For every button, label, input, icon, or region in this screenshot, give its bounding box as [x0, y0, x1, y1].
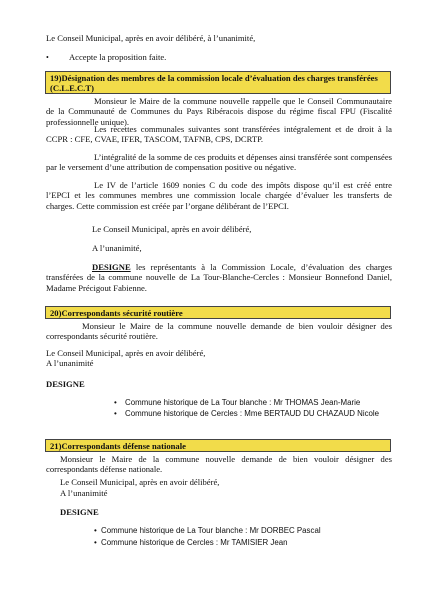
bullet-icon: •: [46, 53, 49, 62]
section-19-paragraph-4: Le IV de l’article 1609 nonies C du code des impôts dispose qu’il est créé entre l’EPCI et les communes membres une commission locale chargée d’évaluer les transferts de charges. Cette commission est créée par l’organe délibérant de l’EPCI.: [46, 180, 392, 211]
accepte-text: Accepte la proposition faite.: [68, 52, 167, 62]
section-19-paragraph-2: Les recettes communales suivantes sont transférées intégralement et de droit à la CCPR : CFE, CVAE, IFER, TASCOM, TAFNB, CPS, DCRTP.: [46, 124, 392, 145]
section-21-heading: 21)Correspondants défense nationale: [45, 439, 391, 452]
intro-conseil-line: Le Conseil Municipal, après en avoir délibéré, à l’unanimité,: [46, 33, 256, 43]
section-21-paragraph-1: Monsieur le Maire de la commune nouvelle demande de bien vouloir désigner des correspondants défense nationale.: [46, 454, 392, 475]
item-text: Commune historique de La Tour blanche : Mr DORBEC Pascal: [101, 526, 321, 535]
designe-label: DESIGNE: [92, 262, 131, 272]
item-text: Commune historique de La Tour blanche : Mr THOMAS Jean-Marie: [125, 398, 361, 407]
intro-accepte-item: [46, 52, 166, 63]
designe-text: les représentants à la Commission Locale, d’évaluation des charges transférées de la commune nouvelle de La Tour-Blanche-Cercles : Monsieur Bonnefond Daniel, Madame Précigout Fabienne.: [46, 262, 392, 293]
section-19-paragraph-3: L’intégralité de la somme de ces produits et dépenses ainsi transférée sont compensées par le versement d’une attribution de compensation positive ou négative.: [46, 152, 392, 173]
section-21-item-1: [94, 526, 321, 536]
section-20-heading: 20)Correspondants sécurité routière: [45, 306, 391, 319]
section-21-unanimite: A l’unanimité: [60, 488, 108, 498]
bullet-icon: •: [114, 398, 117, 407]
section-21-item-2: [94, 538, 288, 548]
bullet-icon: •: [94, 526, 97, 535]
section-20-designe: DESIGNE: [46, 379, 85, 389]
section-20-item-2: [114, 409, 379, 419]
section-20-unanimite: A l’unanimité: [46, 358, 94, 368]
section-19-unanimite: A l’unanimité,: [92, 243, 142, 253]
bullet-icon: •: [114, 409, 117, 418]
section-20-paragraph-1: Monsieur le Maire de la commune nouvelle demande de bien vouloir désigner des correspondants sécurité routière.: [46, 321, 392, 342]
section-19-heading: 19)Désignation des membres de la commission locale d’évaluation des charges transférées (C.L.E.C.T): [45, 71, 391, 94]
section-21-conseil: Le Conseil Municipal, après en avoir délibéré,: [60, 477, 220, 487]
section-20-item-1: [114, 398, 360, 408]
section-19-designe-paragraph: [46, 262, 392, 293]
bullet-icon: •: [94, 538, 97, 547]
section-19-conseil: Le Conseil Municipal, après en avoir délibéré,: [92, 224, 252, 234]
section-19-paragraph-1: Monsieur le Maire de la commune nouvelle rappelle que le Conseil Communautaire de la Communauté de Communes du Pays Ribéracois dispose du régime fiscal FPU (Fiscalité professionnelle unique).: [46, 96, 392, 127]
section-21-designe: DESIGNE: [60, 507, 99, 517]
item-text: Commune historique de Cercles : Mme BERTAUD DU CHAZAUD Nicole: [125, 409, 380, 418]
item-text: Commune historique de Cercles : Mr TAMISIER Jean: [101, 538, 288, 547]
section-20-conseil: Le Conseil Municipal, après en avoir délibéré,: [46, 348, 206, 358]
